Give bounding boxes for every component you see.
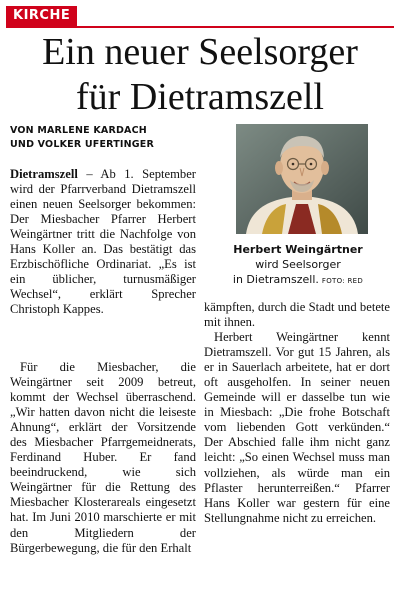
byline-line-1: VON MARLENE KARDACH — [10, 125, 147, 136]
photo-caption — [200, 242, 396, 289]
headline — [0, 30, 400, 120]
caption-text: wird Seelsorger — [255, 258, 341, 271]
photo-credit: FOTO: RED — [321, 277, 364, 285]
article-dateline: Dietramszell — [10, 167, 78, 181]
portrait-illustration — [236, 124, 368, 234]
caption-name: Herbert Weingärtner — [233, 243, 363, 256]
portrait-photo — [236, 124, 368, 234]
article-column-1-top — [10, 167, 196, 317]
article-column-1-bottom — [10, 360, 196, 556]
section-label: KIRCHE — [6, 6, 77, 26]
article-paragraph-2-continued: kämpften, durch die Stadt und betete mit ihnen. — [204, 300, 390, 330]
headline-line-2: für Dietramszell — [76, 76, 324, 118]
section-rule — [6, 26, 394, 28]
caption-text-2: in Dietramszell. — [232, 273, 319, 286]
article-paragraph-1 — [10, 167, 196, 317]
byline — [10, 124, 154, 152]
article-paragraph-3: Herbert Weingärtner kennt Dietramszell. Vor gut 15 Jahren, als er in Sauerlach arbeitete, hat er dort oft ausgeholfen. In seiner neuen Gemeinde will er dasselbe tun wie in Miesbach: „Die frohe Botschaft vom liebenden Gott verkünden.“ Der Abschied falle ihm nicht ganz leicht: „So einen Wechsel muss man vollziehen, als würde man ein Pflaster herunterreißen.“ Pfarrer Hans Koller war gestern für eine Stellungnahme nicht zu erreichen. — [204, 330, 390, 525]
article-paragraph-1-text: – Ab 1. September wird der Pfarrverband Dietramszell einen neuen Seelsorger bekommen: Der Miesbacher Pfarrer Herbert Weingärtner tritt die Nachfolge von Hans Koller an. Das bestätigt das Erzbischöfliche Ordinariat. „Es ist ein üblicher, turnusmäßiger Wechsel“, erklärt Sprecher Christoph Kappes. — [10, 167, 196, 317]
article-paragraph-2: Für die Miesbacher, die Weingärtner seit 2009 betreut, kommt der Wechsel überraschend. „Wir hatten davon nicht die leiseste Ahnung“, erklärt der Vorsitzende des Miesbacher Pfarrgemeidnerats, Ferdinand Huber. Er fand beeindruckend, wie sich Weingärtner für die Rettung des Miesbacher Klosterareals eingesetzt hat. Im Juni 2010 marschierte er mit den Mitgliedern der Bürgerbewegung, die für den Erhalt — [10, 360, 196, 555]
article-column-2 — [204, 300, 390, 526]
headline-line-1: Ein neuer Seelsorger — [42, 31, 358, 73]
byline-line-2: UND VOLKER UFERTINGER — [10, 139, 154, 150]
